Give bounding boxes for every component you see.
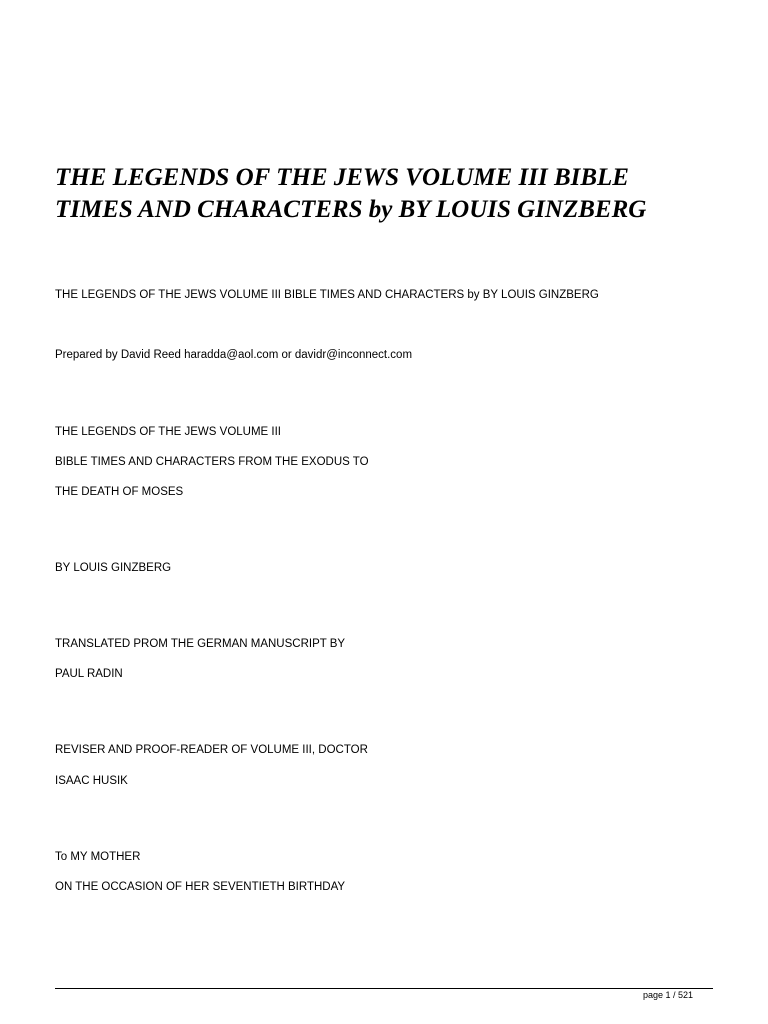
document-title-line-1: THE LEGENDS OF THE JEWS VOLUME III BIBLE (55, 164, 629, 191)
footer-divider (55, 988, 713, 989)
translated-line-1: TRANSLATED PROM THE GERMAN MANUSCRIPT BY (55, 638, 346, 650)
dedication-line-1: To MY MOTHER (55, 851, 141, 863)
reviser-line-1: REVISER AND PROOF-READER OF VOLUME III, DOCTOR (55, 744, 368, 756)
translated-line-2: PAUL RADIN (55, 668, 123, 680)
prepared-by-text: Prepared by David Reed haradda@aol.com or davidr@inconnect.com (55, 349, 413, 361)
volume-title-line-1: THE LEGENDS OF THE JEWS VOLUME III (55, 426, 281, 438)
subtitle-text: THE LEGENDS OF THE JEWS VOLUME III BIBLE TIMES AND CHARACTERS by BY LOUIS GINZBERG (55, 289, 599, 301)
author-text: BY LOUIS GINZBERG (55, 562, 172, 574)
document-title (55, 162, 745, 226)
volume-title-line-3: THE DEATH OF MOSES (55, 486, 184, 498)
dedication-line-2: ON THE OCCASION OF HER SEVENTIETH BIRTHDAY (55, 881, 346, 893)
page-number: page 1 / 521 (642, 990, 693, 1000)
volume-title-line-2: BIBLE TIMES AND CHARACTERS FROM THE EXODUS TO (55, 456, 369, 468)
reviser-line-2: ISAAC HUSIK (55, 775, 128, 787)
document-title-line-2: TIMES AND CHARACTERS by BY LOUIS GINZBERG (55, 196, 647, 223)
